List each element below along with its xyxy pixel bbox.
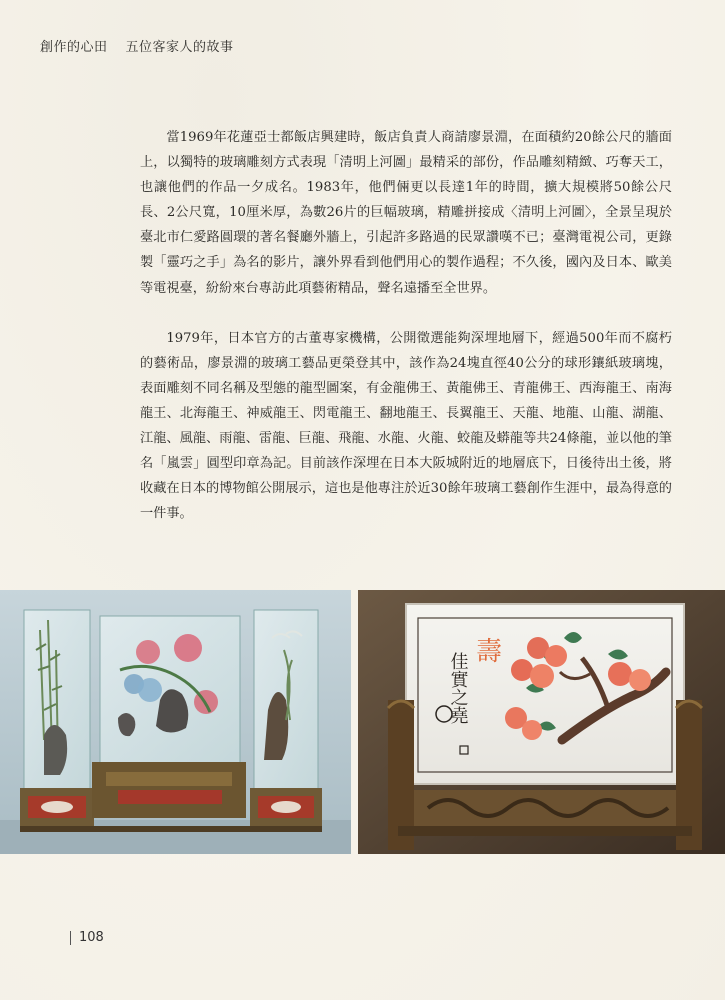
peach-screen-illustration	[358, 590, 725, 854]
book-subtitle: 五位客家人的故事	[125, 40, 234, 55]
page-number: 108	[79, 930, 104, 945]
glass-screen-illustration	[0, 590, 351, 854]
paragraph: 1979年，日本官方的古董專家機構，公開徵選能夠深埋地層下，經過500年而不腐朽的藝術品，廖景淵的玻璃工藝品更榮登其中，該作為24塊直徑40公分的球形鑲紙玻璃塊，表面雕刻不同名稱及型態的龍型圖案，有金龍佛王、黃龍佛王、青龍佛王、西海龍王、南海龍王、北海龍王、神威龍王、閃電龍王、翻地龍王、長翼龍王、天龍、地龍、山龍、湖龍、江龍、風龍、雨龍、雷龍、巨龍、飛龍、水龍、火龍、蛟龍及蟒龍等共24條龍，並以他的筆名「嵐雲」圓型印章為記。目前該作深埋在日本大阪城附近的地層底下，日後待出土後，將收藏在日本的博物館公開展示，這也是他專注於近30餘年玻璃工藝創作生涯中，最為得意的一件事。	[140, 330, 672, 522]
folio-rule	[70, 931, 71, 945]
shou-character: 壽	[476, 637, 503, 667]
photo-glass-screen-triptych	[0, 590, 351, 854]
page-folio	[70, 930, 104, 945]
book-title: 創作的心田	[40, 40, 108, 55]
calligraphy-text: 佳實之堯	[447, 652, 469, 724]
body-text	[140, 125, 672, 526]
photo-peach-glass-screen	[358, 590, 725, 854]
running-head	[40, 36, 234, 55]
paragraph: 當1969年花蓮亞士都飯店興建時，飯店負責人商請廖景淵，在面積約20餘公尺的牆面上，以獨特的玻璃雕刻方式表現「清明上河圖」最精采的部份，作品雕刻精緻、巧奪天工，也讓他們的作品一夕成名。1983年，他們倆更以長達1年的時間，擴大規模將50餘公尺長、2公尺寬，10厘米厚，為數26片的巨幅玻璃，精雕拼接成〈清明上河圖〉，全景呈現於臺北市仁愛路圓環的著名餐廳外牆上，引起許多路過的民眾讚嘆不已；臺灣電視公司，更錄製「靈巧之手」為名的影片，讓外界看到他們用心的製作過程；不久後，國內及日本、歐美等電視臺，紛紛來台專訪此項藝術精品，聲名遠播至全世界。	[140, 130, 672, 296]
